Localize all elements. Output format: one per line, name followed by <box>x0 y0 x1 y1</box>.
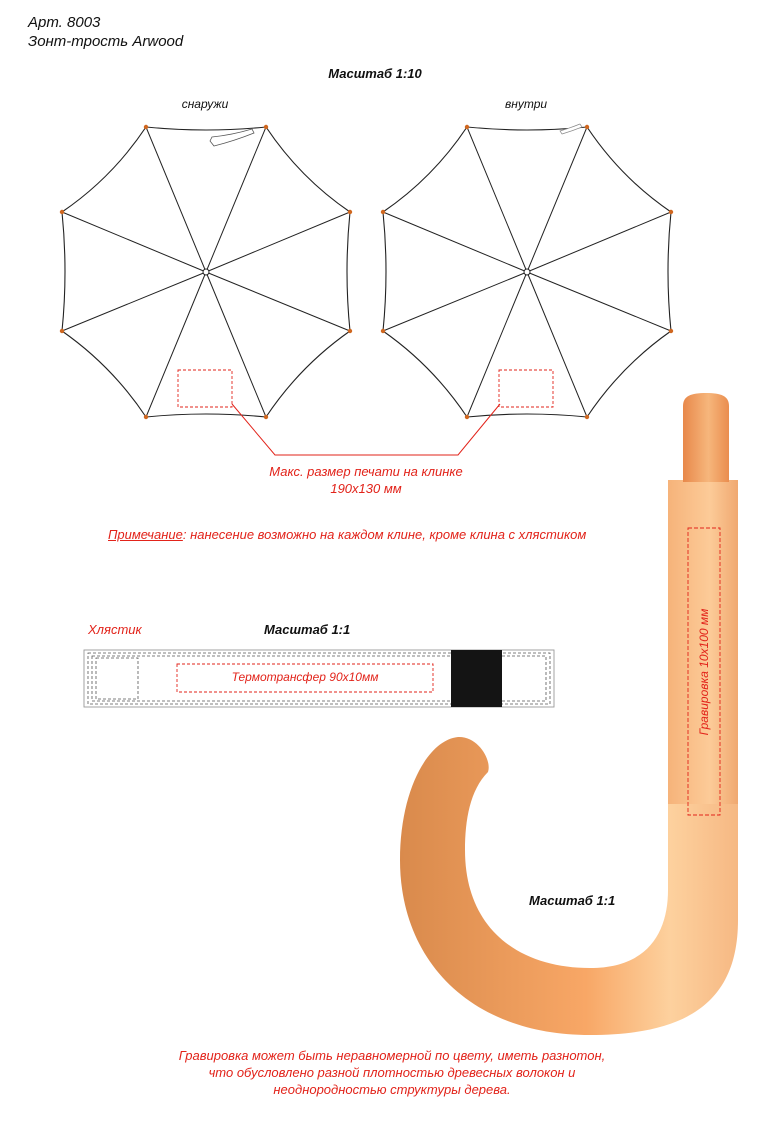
strap-black-band <box>451 650 502 707</box>
product-name: Зонт-трость Arwood <box>28 33 184 50</box>
note <box>108 527 586 542</box>
umbrella-outside <box>60 125 352 419</box>
note-label: Примечание <box>108 527 183 542</box>
umbrella-inside-center <box>524 269 530 275</box>
strap-scale-label: Масштаб 1:1 <box>264 622 351 637</box>
strap-icon <box>210 129 254 146</box>
umbrella-outside-center <box>203 269 209 275</box>
article-number: Арт. 8003 <box>28 14 101 31</box>
footer-line1: Гравировка может быть неравномерной по цвету, иметь разнотон, <box>178 1048 606 1063</box>
handle-cap <box>683 393 729 482</box>
print-size-leader-line <box>232 404 500 455</box>
umbrella-inside <box>381 124 673 419</box>
inside-print-area <box>499 370 553 407</box>
print-size-line2: 190х130 мм <box>330 481 402 496</box>
strap-print-label: Термотрансфер 90х10мм <box>231 670 379 684</box>
engraving-label: Гравировка 10х100 мм <box>697 608 711 736</box>
footer-line3: неоднородностью структуры дерева. <box>273 1082 511 1097</box>
umbrella-scale-label: Масштаб 1:10 <box>328 66 422 81</box>
print-size-line1: Макс. размер печати на клинке <box>269 464 463 479</box>
footer-line2: что обусловлено разной плотностью древесных волокон и <box>208 1065 576 1080</box>
outside-label: снаружи <box>181 97 229 111</box>
strap-velcro-square <box>96 658 138 699</box>
strap-label: Хлястик <box>88 622 142 637</box>
inside-label: внутри <box>504 97 548 111</box>
outside-print-area <box>178 370 232 407</box>
note-text: : нанесение возможно на каждом клине, кроме клина с хлястиком <box>182 527 587 542</box>
handle-scale-label: Масштаб 1:1 <box>529 893 616 908</box>
